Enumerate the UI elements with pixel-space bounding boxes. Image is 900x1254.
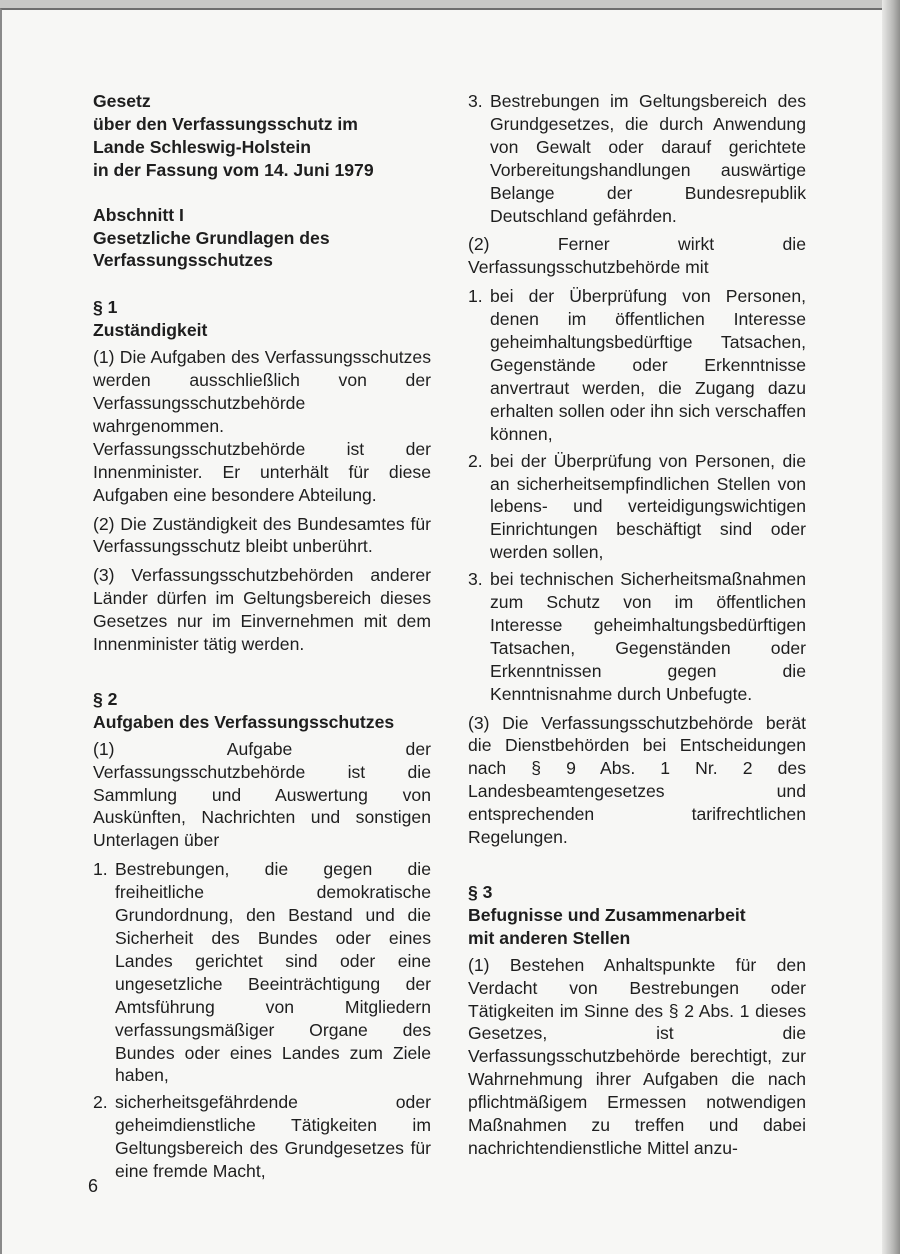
paragraph-1-clause-1: (1) Die Aufgaben des Verfassungsschutzes werden ausschließlich von der Verfassungsschutzbehörde wahrgenommen. Verfassungsschutzbehörde ist der Innenminister. Er unterhält für diese Aufgaben eine besondere Abteilung. (93, 347, 431, 505)
section-heading (93, 204, 431, 273)
list-item-text: bei der Überprüfung von Personen, denen im öffentlichen Interesse geheimhaltungsbedürftige Tatsachen, Gegenstände oder Erkenntnisse anvertraut werden, die Zugang dazu erhalten sollen oder ihn sich verschaffen können, (490, 286, 806, 444)
section-heading-line: Verfassungsschutzes (93, 250, 273, 271)
law-title-line: Lande Schleswig-Holstein (93, 136, 312, 157)
paragraph-2-title: Aufgaben des Verfassungsschutzes (93, 711, 395, 732)
paragraph-2-clause-1-intro: (1) Aufgabe der Verfassungsschutzbehörde ist die Sammlung und Auswertung von Auskünften, Nachrichten und sonstigen Unterlagen über (93, 738, 431, 851)
list-item-number: 1. (468, 286, 483, 307)
list-item (93, 1091, 431, 1183)
list-item-text: Bestrebungen, die gegen die freiheitliche demokratische Grundordnung, den Bestand und die Sicherheit des Bundes oder eines Landes gerichtet sind oder eine ungesetzliche Beeinträchtigung der Amtsführung von Mitgliedern verfassungsmäßiger Organe des Bundes oder eines Landes zum Ziele haben, (115, 859, 431, 1086)
list-item-text: bei technischen Sicherheitsmaßnahmen zum Schutz von im öffentlichen Interesse geheimhaltungsbedürftigen Tatsachen, Gegenständen oder Erkenntnissen gegen die Kenntnisnahme durch Unbefugte. (490, 569, 806, 704)
list-item (468, 450, 806, 565)
paragraph-2-clause-2-list (468, 285, 806, 705)
section-heading-line: Abschnitt I (93, 204, 184, 225)
law-title (93, 90, 431, 182)
paragraph-1-clause-2: (2) Die Zuständigkeit des Bundesamtes für Verfassungsschutz bleibt unberührt. (93, 513, 431, 557)
list-item (93, 858, 431, 1087)
paragraph-3-title-line: Befugnisse und Zusammenarbeit (468, 904, 746, 925)
page-edge-shadow (882, 0, 900, 1254)
paragraph-3-number: § 3 (468, 882, 493, 902)
list-item-text: sicherheitsgefährdende oder geheimdienstliche Tätigkeiten im Geltungsbereich des Grundgesetzes für eine fremde Macht, (115, 1092, 431, 1182)
list-item-number: 3. (468, 91, 483, 111)
section-heading-line: Gesetzliche Grundlagen des (93, 227, 330, 248)
paragraph-2-clause-3: (3) Die Verfassungsschutzbehörde berät die Dienstbehörden bei Entscheidungen nach § 9 Abs. 1 Nr. 2 des Landesbeamtengesetzes und entsprechenden tarifrechtlichen Regelungen. (468, 712, 806, 848)
paragraph-2-clause-2-intro: (2) Ferner wirkt die Verfassungsschutzbehörde mit (468, 234, 806, 278)
paragraph-3-title-line: mit anderen Stellen (468, 927, 631, 948)
paragraph-2-number: § 2 (93, 688, 118, 709)
list-item (468, 285, 806, 445)
paragraph-2-clause-1-list (93, 858, 431, 1183)
law-title-line: Gesetz (93, 91, 151, 111)
left-column (93, 90, 431, 1189)
list-item-number: 2. (468, 450, 483, 471)
list-item (468, 568, 806, 705)
paragraph-3-title (468, 904, 806, 950)
law-title-line: in der Fassung vom 14. Juni 1979 (93, 159, 374, 180)
list-item-text: bei der Überprüfung von Personen, die an sicherheitsempfindlichen Stellen von lebens- und verteidigungswichtigen Einrichtungen beschäftigt sind oder werden sollen, (490, 450, 806, 563)
list-item (468, 90, 806, 227)
paragraph-3-clause-1: (1) Bestehen Anhaltspunkte für den Verdacht von Bestrebungen oder Tätigkeiten im Sinne des § 2 Abs. 1 dieses Gesetzes, ist die Verfassungsschutzbehörde berechtigt, zur Wahrnehmung ihrer Aufgaben die nach pflichtmäßigem Ermessen notwendigen Maßnahmen zu treffen und dabei nachrichtendienstliche Mittel anzu- (468, 954, 806, 1158)
list-item-number: 1. (93, 859, 108, 880)
list-item-number: 2. (93, 1092, 108, 1113)
page-number: 6 (88, 1176, 99, 1196)
list-item-number: 3. (468, 569, 483, 590)
right-column (468, 90, 806, 1166)
list-item-text: Bestrebungen im Geltungsbereich des Grundgesetzes, die durch Anwendung von Gewalt oder darauf gerichtete Vorbereitungshandlungen auswärtige Belange der Bundesrepublik Deutschland gefährden. (490, 91, 806, 226)
paragraph-1-number: § 1 (93, 297, 118, 318)
paragraph-2-clause-1-list-continued (468, 90, 806, 227)
law-title-line: über den Verfassungsschutz im (93, 113, 358, 134)
paragraph-1-title: Zuständigkeit (93, 320, 208, 341)
paragraph-1-clause-3: (3) Verfassungsschutzbehörden anderer Länder dürfen im Geltungsbereich dieses Gesetzes nur im Einvernehmen mit dem Innenminister tätig werden. (93, 565, 431, 655)
